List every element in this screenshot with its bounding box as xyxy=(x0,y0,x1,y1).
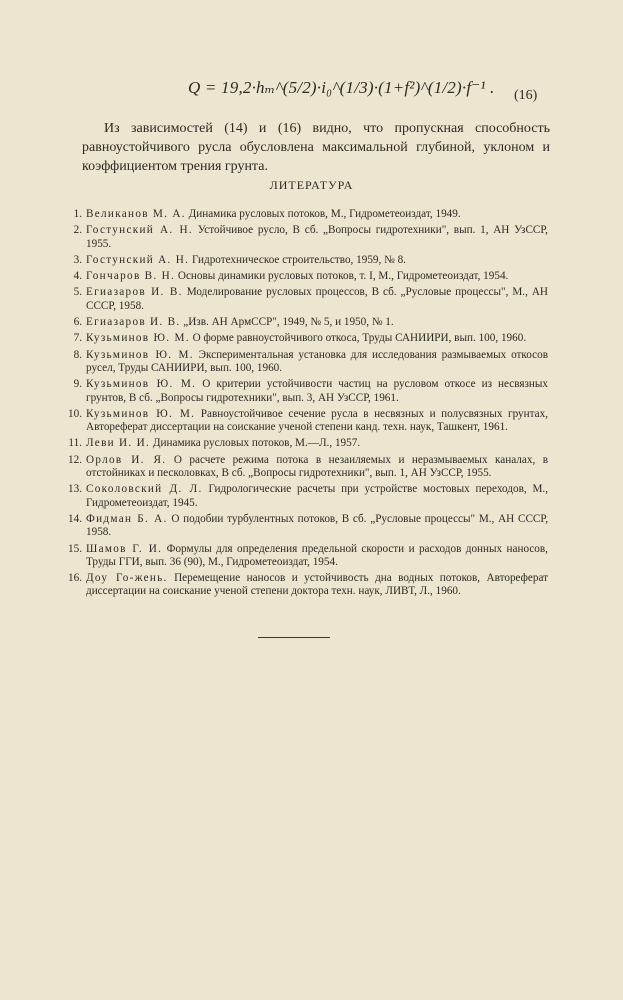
reference-item xyxy=(52,483,548,510)
reference-item xyxy=(52,286,548,313)
reference-body xyxy=(86,454,548,481)
reference-item xyxy=(52,349,548,376)
reference-number: 13. xyxy=(68,483,82,496)
references-heading: ЛИТЕРАТУРА xyxy=(269,178,354,192)
reference-number: 8. xyxy=(73,348,82,361)
reference-body xyxy=(86,332,548,345)
reference-item xyxy=(52,513,548,540)
references-list xyxy=(52,208,548,602)
reference-body xyxy=(86,349,548,376)
reference-number: 3. xyxy=(73,253,82,266)
reference-number: 6. xyxy=(73,316,82,329)
reference-number: 11. xyxy=(68,437,82,450)
reference-body xyxy=(86,208,548,221)
reference-item xyxy=(52,572,548,599)
reference-text: О подобии турбулентных потоков, В сб. „Русловые процессы" М., АН СССР, 1958. xyxy=(86,512,548,539)
reference-body xyxy=(86,572,548,599)
reference-text: „Изв. АН АрмССР", 1949, № 5, и 1950, № 1. xyxy=(180,316,394,329)
reference-author: Соколовский Д. Л. xyxy=(86,483,203,496)
reference-text: Формулы для определения предельной скорости и расходов донных наносов, Труды ГГИ, вып. 36 (90), М., Гидрометеоиздат, 1954. xyxy=(86,542,548,568)
reference-author: Кузьминов Ю. М. xyxy=(86,378,197,391)
reference-author: Доу Го-жень. xyxy=(86,572,168,585)
reference-text: Перемещение наносов и устойчивость дна водных потоков, Автореферат диссертации на соискание ученой степени доктора техн. наук, ЛИВТ, Л., 1960. xyxy=(86,572,549,598)
reference-number: 9. xyxy=(73,378,82,391)
reference-number: 12. xyxy=(68,453,82,466)
reference-body xyxy=(86,408,548,435)
reference-body xyxy=(86,286,548,313)
reference-item xyxy=(52,437,548,450)
reference-text: Динамика русловых потоков, М.—Л., 1957. xyxy=(150,437,361,450)
reference-item xyxy=(52,316,548,329)
reference-body xyxy=(86,254,548,267)
reference-author: Егиазаров И. В. xyxy=(86,286,183,299)
reference-text: О расчете режима потока в незаиляемых и неразмываемых каналах, в отстойниках и песколовках, В сб. „Вопросы гидротехники", вып. 1, АН УзССР, 1955. xyxy=(86,453,548,480)
reference-text: Экспериментальная установка для исследования размываемых откосов русел, Труды САНИИРИ, вып. 100, 1960. xyxy=(86,348,548,374)
formula-16 xyxy=(0,70,623,110)
reference-number: 15. xyxy=(68,542,82,555)
reference-body xyxy=(86,316,548,329)
reference-item xyxy=(52,224,548,251)
reference-author: Великанов М. А. xyxy=(86,208,186,220)
reference-text: Моделирование русловых процессов, В сб. „Русловые процессы", М., АН СССР, 1958. xyxy=(86,286,548,312)
reference-body xyxy=(86,270,548,283)
reference-number: 1. xyxy=(73,208,82,220)
reference-item xyxy=(52,254,548,267)
reference-author: Фидман Б. А. xyxy=(86,512,168,525)
reference-text: О критерии устойчивости частиц на русловом откосе из несвязных грунтов, В сб. „Вопросы гидротехники", вып. 3, АН УзССР, 1961. xyxy=(86,378,548,404)
reference-author: Шамов Г. И. xyxy=(86,542,163,555)
conclusion-text: Из зависимостей (14) и (16) видно, что пропускная способность равноустойчивого русла обусловлена максимальной глубиной, уклоном и коэффициентом трения грунта. xyxy=(82,121,550,174)
reference-item xyxy=(52,543,548,570)
reference-item xyxy=(52,408,548,435)
reference-item xyxy=(52,454,548,481)
reference-body xyxy=(86,224,548,251)
reference-text: Динамика русловых потоков, М., Гидрометеоиздат, 1949. xyxy=(185,208,461,220)
reference-body xyxy=(86,513,548,540)
reference-number: 5. xyxy=(73,286,82,299)
conclusion-paragraph xyxy=(82,119,550,176)
reference-number: 2. xyxy=(73,224,82,237)
reference-body xyxy=(86,483,548,510)
reference-author: Леви И. И. xyxy=(86,437,151,450)
reference-number: 14. xyxy=(68,512,82,525)
reference-item xyxy=(52,378,548,405)
reference-author: Егиазаров И. В. xyxy=(86,316,181,329)
reference-author: Орлов И. Я. xyxy=(86,453,167,466)
reference-text: Гидротехническое строительство, 1959, № 8. xyxy=(189,253,406,266)
reference-item xyxy=(52,270,548,283)
reference-author: Кузьминов Ю. М. xyxy=(86,407,196,420)
reference-text: Гидрологические расчеты при устройстве мостовых переходов, М., Гидрометеоиздат, 1945. xyxy=(86,483,548,509)
reference-text: Основы динамики русловых потоков, т. I, М., Гидрометеоиздат, 1954. xyxy=(175,270,509,283)
end-rule xyxy=(258,637,330,638)
reference-text: Устойчивое русло, В сб. „Вопросы гидротехники", вып. 1, АН УзССР, 1955. xyxy=(86,224,548,250)
formula-expression: Q = 19,2·hₘ^(5/2)·i₀^(1/3)·(1+f²)^(1/2)·f⁻¹ . xyxy=(188,78,495,97)
formula-number: (16) xyxy=(514,88,538,103)
reference-number: 16. xyxy=(68,572,82,585)
reference-number: 7. xyxy=(73,332,82,345)
reference-number: 10. xyxy=(68,407,82,420)
reference-text: О форме равноустойчивого откоса, Труды САНИИРИ, вып. 100, 1960. xyxy=(189,332,527,345)
reference-body xyxy=(86,437,548,450)
reference-author: Гостунский А. Н. xyxy=(86,253,190,266)
reference-number: 4. xyxy=(73,270,82,283)
reference-text: Равноустойчивое сечение русла в несвязных и полусвязных грунтах, Автореферат диссертации на соискание ученой степени канд. техн. наук, Ташкент, 1961. xyxy=(86,407,548,434)
reference-author: Гостунский А. Н. xyxy=(86,224,194,237)
reference-author: Гончаров В. Н. xyxy=(86,270,176,283)
reference-body xyxy=(86,378,548,405)
reference-author: Кузьминов Ю. М. xyxy=(86,348,194,361)
reference-item xyxy=(52,332,548,345)
reference-item xyxy=(52,208,548,221)
reference-body xyxy=(86,543,548,570)
reference-author: Кузьминов Ю. М. xyxy=(86,332,190,345)
